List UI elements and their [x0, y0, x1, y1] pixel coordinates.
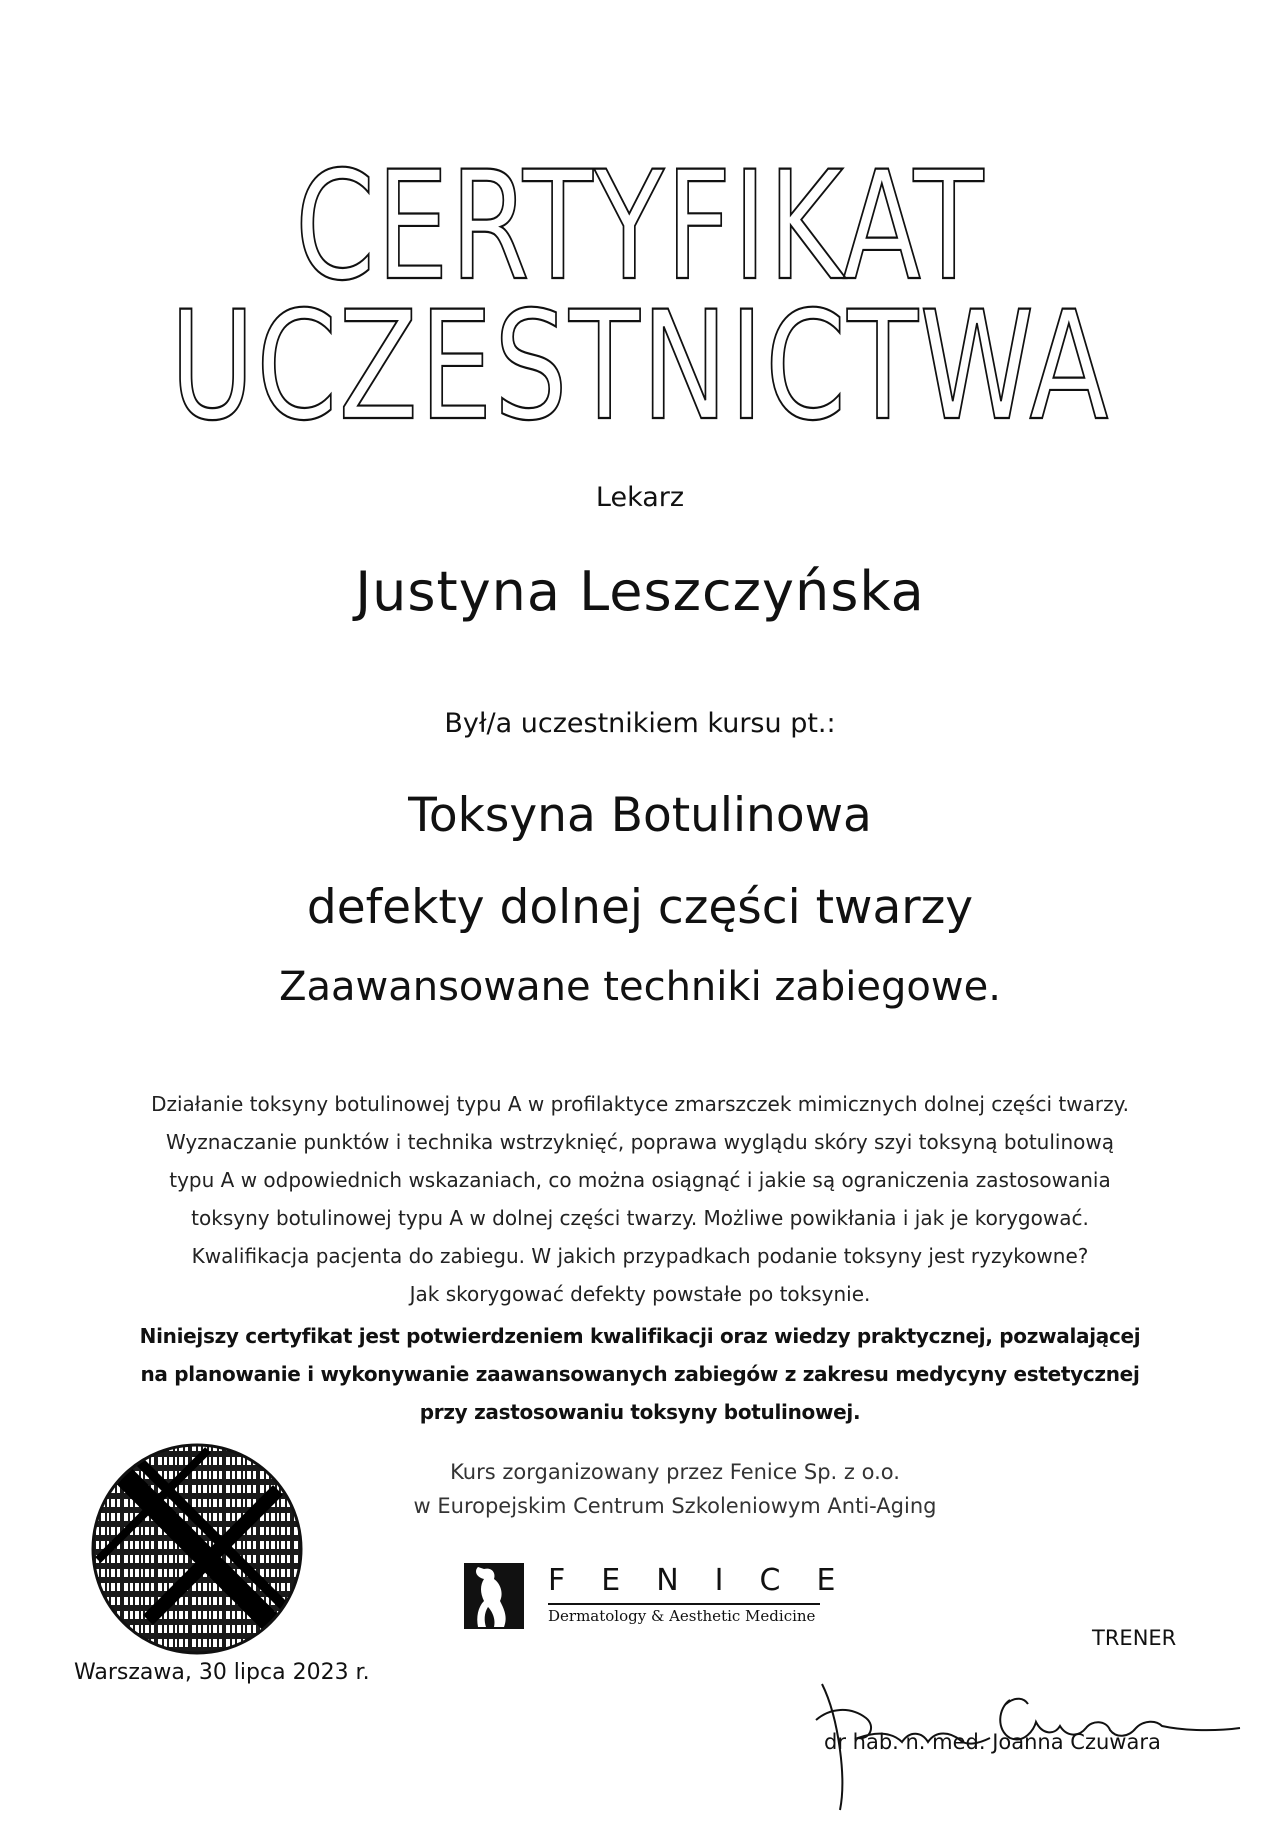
description-line: toksyny botulinowej typu A w dolnej części twarzy. Możliwe powikłania i jak je korygować. — [191, 1206, 1089, 1230]
description-line: Działanie toksyny botulinowej typu A w profilaktyce zmarszczek mimicznych dolnej części twarzy. — [151, 1092, 1129, 1116]
title-line-2: UCZESTNICTWA — [170, 280, 1110, 454]
fenice-logo — [464, 1563, 872, 1633]
description-line: Wyznaczanie punktów i technika wstrzyknięć, poprawa wyglądu skóry szyi toksyną botulinową — [166, 1130, 1114, 1154]
title-line-1: CERTYFIKAT — [295, 150, 985, 314]
course-title-line-3: Zaawansowane techniki zabiegowe. — [279, 964, 1001, 1010]
description-line: typu A w odpowiednich wskazaniach, co można osiągnąć i jakie są ograniczenia zastosowania — [169, 1168, 1111, 1192]
certificate-title — [0, 150, 1280, 480]
trainer-name: dr hab. n. med. Joanna Czuwara — [824, 1730, 1161, 1754]
recipient-role: Lekarz — [595, 482, 685, 513]
certificate-statement — [0, 1317, 1280, 1431]
organizer-info — [300, 1455, 1050, 1523]
description-line: Kwalifikacja pacjenta do zabiegu. W jakich przypadkach podanie toksyny jest ryzykowne? — [191, 1244, 1089, 1268]
organizer-line-2: w Europejskim Centrum Szkoleniowym Anti-Aging — [413, 1494, 937, 1518]
organizer-line-1: Kurs zorganizowany przez Fenice Sp. z o.o. — [450, 1460, 900, 1484]
statement-line: przy zastosowaniu toksyny botulinowej. — [419, 1400, 861, 1424]
statement-line: Niniejszy certyfikat jest potwierdzeniem kwalifikacji oraz wiedzy praktycznej, pozwalającej — [139, 1324, 1141, 1348]
participant-text: Był/a uczestnikiem kursu pt.: — [444, 708, 836, 739]
course-title-line-1: Toksyna Botulinowa — [408, 788, 872, 843]
course-title-line-2: defekty dolnej części twarzy — [306, 880, 974, 935]
statement-line: na planowanie i wykonywanie zaawansowanych zabiegów z zakresu medycyny estetycznej — [140, 1362, 1140, 1386]
description-line: Jak skorygować defekty powstałe po toksynie. — [409, 1282, 871, 1306]
course-description — [0, 1085, 1280, 1313]
recipient-name: Justyna Leszczyńska — [355, 560, 925, 623]
trainer-label: TRENER — [1092, 1626, 1177, 1650]
logo-figure-icon — [464, 1563, 524, 1629]
logo-tagline: Dermatology & Aesthetic Medicine — [548, 1607, 816, 1625]
place-and-date: Warszawa, 30 lipca 2023 r. — [74, 1660, 370, 1685]
logo-divider — [548, 1603, 820, 1605]
logo-wordmark: FENICE — [548, 1563, 872, 1598]
security-seal — [88, 1440, 306, 1658]
